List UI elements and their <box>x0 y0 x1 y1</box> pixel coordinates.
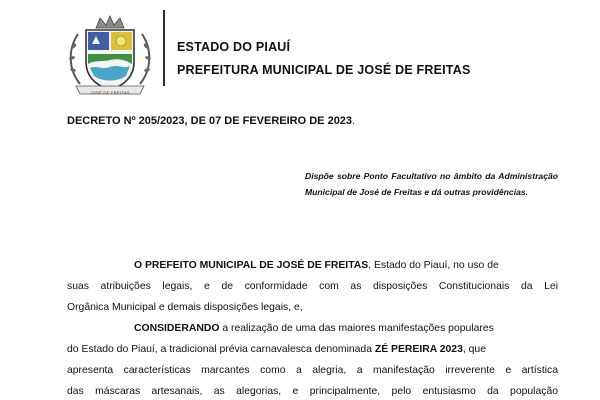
header-divider <box>163 10 165 86</box>
considerando-keyword: CONSIDERANDO <box>134 323 220 334</box>
body-line-2: suas atribuições legais, e de conformidade com as disposições Constitucionais da Lei <box>67 281 558 292</box>
body-text: do Estado do Piauí, a tradicional prévia carnavalesca denominada <box>67 344 375 355</box>
state-name: ESTADO DO PIAUÍ <box>177 40 291 54</box>
event-name: ZÉ PEREIRA 2023 <box>374 344 463 355</box>
decree-summary: Dispõe sobre Ponto Facultativo no âmbito da Administração Municipal de José de Freitas e dá outras providências. <box>305 171 558 197</box>
body-text: a realização de uma das maiores manifestações populares <box>219 323 494 334</box>
body-line-5 <box>67 344 486 355</box>
decree-title-text: DECRETO Nº 205/2023, DE 07 DE FEVEREIRO DE 2023 <box>67 115 353 127</box>
document-header <box>0 0 600 110</box>
body-line-4 <box>134 323 558 334</box>
seal-caption: JOSÉ DE FREITAS <box>90 90 130 95</box>
body-line-3: Orgânica Municipal e demais disposições legais, e, <box>67 302 303 313</box>
municipal-seal-icon <box>66 14 154 98</box>
body-line-1 <box>134 260 558 271</box>
body-text: , Estado do Piauí, no uso de <box>368 260 499 271</box>
decree-title <box>67 115 355 127</box>
prefecture-name: PREFEITURA MUNICIPAL DE JOSÉ DE FREITAS <box>177 63 471 77</box>
body-line-6: apresenta características marcantes como a alegria, a manifestação irreverente e artística <box>67 365 558 376</box>
body-line-7: das máscaras artesanais, as alegorias, e principalmente, pelo entusiasmo da população <box>67 386 558 397</box>
mayor-heading: O PREFEITO MUNICIPAL DE JOSÉ DE FREITAS <box>134 260 369 271</box>
decree-title-period: . <box>352 115 356 127</box>
body-text: , que <box>462 344 486 355</box>
